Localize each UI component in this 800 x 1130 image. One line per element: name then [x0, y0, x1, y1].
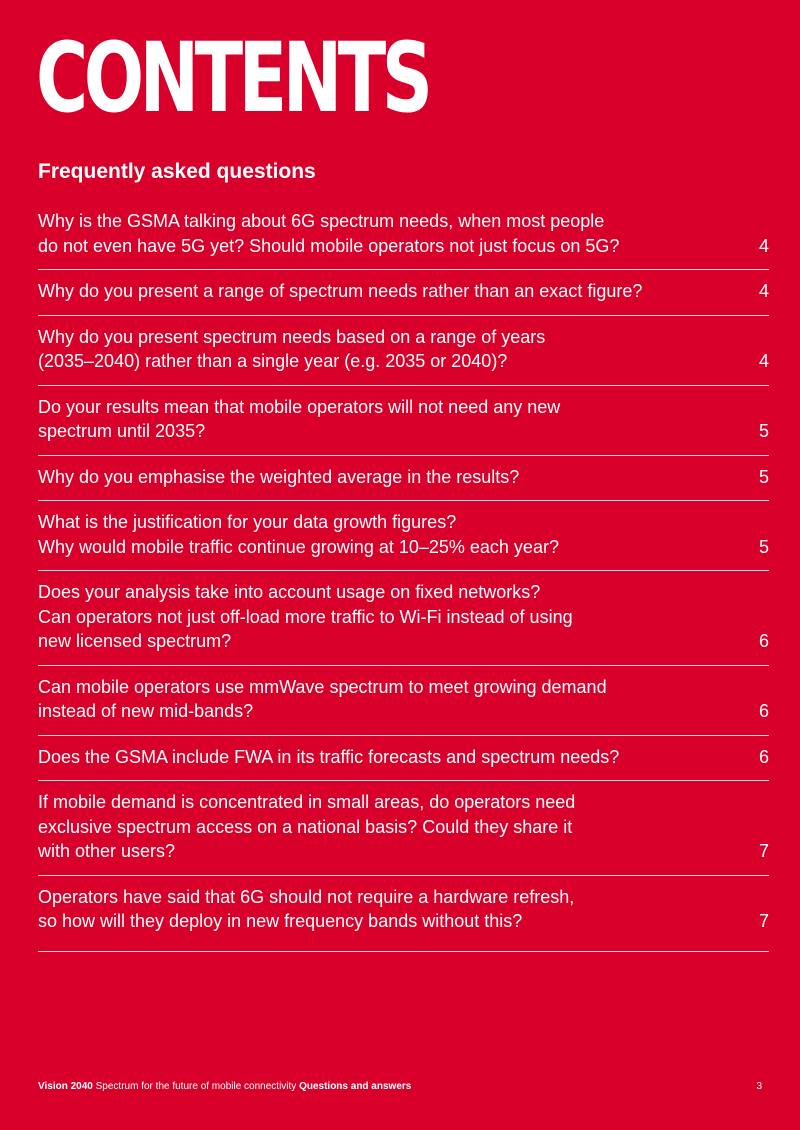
- question-text: Operators have said that 6G should not require a hardware refresh, so how will they deploy in new frequency bands without this?: [38, 886, 575, 931]
- toc-entry[interactable]: [38, 675, 769, 736]
- table-of-contents: [38, 209, 769, 952]
- question-text: If mobile demand is concentrated in small areas, do operators need exclusive spectrum access on a national basis? Could they share it with other users?: [38, 792, 576, 861]
- footer-subtitle: Spectrum for the future of mobile connectivity: [95, 1081, 297, 1092]
- toc-entry[interactable]: [38, 395, 769, 456]
- page-number: 5: [758, 536, 769, 557]
- toc-entry[interactable]: [38, 325, 769, 386]
- footer-page-number: 3: [756, 1081, 762, 1092]
- page-number: 6: [758, 701, 769, 721]
- toc-entry[interactable]: [38, 209, 769, 270]
- page-number: 5: [758, 421, 769, 441]
- question-text: Does your analysis take into account usage on fixed networks? Can operators not just off-load more traffic to Wi-Fi instead of using new licensed spectrum?: [38, 582, 573, 651]
- question-text: Why is the GSMA talking about 6G spectrum needs, when most people do not even have 5G yet? Should mobile operators not just focus on 5G?: [38, 211, 620, 256]
- toc-entry[interactable]: [38, 510, 769, 571]
- question-text: Why do you present a range of spectrum needs rather than an exact figure?: [38, 281, 643, 301]
- question-text: Does the GSMA include FWA in its traffic forecasts and spectrum needs?: [38, 746, 620, 767]
- question-text: What is the justification for your data growth figures? Why would mobile traffic continue growing at 10–25% each year?: [38, 512, 559, 557]
- toc-entry[interactable]: [38, 465, 769, 502]
- page-number: 4: [758, 235, 769, 256]
- page-number: 6: [758, 746, 769, 767]
- footer-brand: Vision 2040: [38, 1081, 93, 1092]
- page-number: 4: [758, 351, 769, 371]
- toc-entry[interactable]: [38, 279, 769, 316]
- page-footer: [38, 1081, 762, 1092]
- page-number: 7: [758, 911, 769, 931]
- footer-section: Questions and answers: [299, 1081, 412, 1092]
- page-number: 5: [758, 466, 769, 487]
- question-text: Can mobile operators use mmWave spectrum to meet growing demand instead of new mid-bands?: [38, 676, 607, 721]
- footer-text: [38, 1081, 411, 1092]
- question-text: Why do you present spectrum needs based on a range of years (2035–2040) rather than a single year (e.g. 2035 or 2040)?: [38, 326, 546, 371]
- toc-entry[interactable]: [38, 580, 769, 666]
- page-number: 6: [758, 631, 769, 651]
- question-text: Do your results mean that mobile operators will not need any new spectrum until 2035?: [38, 396, 561, 441]
- page-title: CONTENTS: [36, 22, 429, 134]
- toc-entry[interactable]: [38, 885, 769, 952]
- page-number: 7: [758, 841, 769, 861]
- page-number: 4: [758, 281, 769, 301]
- toc-entry[interactable]: [38, 745, 769, 782]
- section-heading: Frequently asked questions: [38, 160, 316, 183]
- toc-entry[interactable]: [38, 790, 769, 876]
- question-text: Why do you emphasise the weighted average in the results?: [38, 466, 520, 487]
